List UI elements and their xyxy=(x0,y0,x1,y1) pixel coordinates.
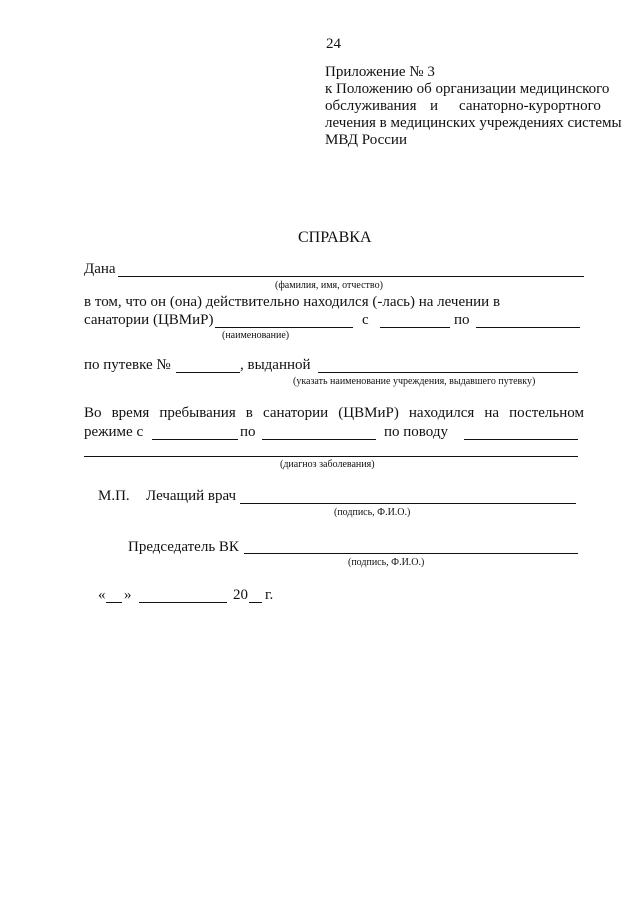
voucher-label: по путевке № xyxy=(84,357,171,373)
document-title: СПРАВКА xyxy=(298,229,372,246)
reason-field[interactable] xyxy=(464,439,578,440)
sanatorium-name-caption: (наименование) xyxy=(222,330,290,341)
issuer-caption: (указать наименование учреждения, выдавшего путевку) xyxy=(293,376,536,387)
diagnosis-caption: (диагноз заболевания) xyxy=(280,459,375,470)
doctor-signature-field[interactable] xyxy=(240,503,576,504)
date-close-quote: » xyxy=(124,587,132,603)
regime-to-field[interactable] xyxy=(262,439,376,440)
appendix-line-4: МВД России xyxy=(325,132,407,148)
reason-label: по поводу xyxy=(384,424,448,440)
full-name-field[interactable] xyxy=(118,276,584,277)
regime-label: режиме с xyxy=(84,424,144,440)
date-day-field[interactable] xyxy=(106,602,122,603)
given-label: Дана xyxy=(84,261,116,277)
chairman-signature-field[interactable] xyxy=(244,553,578,554)
bed-rest-line-1: Во время пребывания в санатории (ЦВМиР) находился на постельном xyxy=(84,405,584,421)
page-number: 24 xyxy=(326,36,341,52)
sanatorium-label: санатории (ЦВМиР) xyxy=(84,312,214,328)
stay-from-date-field[interactable] xyxy=(380,327,450,328)
appendix-line-2b: и xyxy=(430,98,439,114)
regime-to-label: по xyxy=(240,424,256,440)
date-year-field[interactable] xyxy=(249,602,262,603)
appendix-line-2a: обслуживания xyxy=(325,98,417,114)
doctor-signature-caption: (подпись, Ф.И.О.) xyxy=(334,507,411,518)
chairman-label: Председатель ВК xyxy=(128,539,239,555)
full-name-caption: (фамилия, имя, отчество) xyxy=(275,280,383,291)
appendix-line-1: к Положению об организации медицинского xyxy=(325,81,610,97)
appendix-title: Приложение № 3 xyxy=(325,64,435,80)
stamp-label: М.П. xyxy=(98,488,130,504)
sanatorium-name-field[interactable] xyxy=(215,327,353,328)
diagnosis-field[interactable] xyxy=(84,456,578,457)
issuer-field[interactable] xyxy=(318,372,578,373)
appendix-line-2c: санаторно-курортного xyxy=(459,98,601,114)
from-label: с xyxy=(362,312,369,328)
to-label: по xyxy=(454,312,470,328)
regime-from-field[interactable] xyxy=(152,439,238,440)
year-suffix: г. xyxy=(265,587,274,603)
date-month-field[interactable] xyxy=(139,602,227,603)
chairman-signature-caption: (подпись, Ф.И.О.) xyxy=(348,557,425,568)
year-prefix: 20 xyxy=(233,587,248,603)
voucher-number-field[interactable] xyxy=(176,372,240,373)
doctor-label: Лечащий врач xyxy=(146,488,237,504)
date-open-quote: « xyxy=(98,587,106,603)
issued-label: , выданной xyxy=(240,357,311,373)
stay-to-date-field[interactable] xyxy=(476,327,580,328)
stay-line-1: в том, что он (она) действительно находился (-лась) на лечении в xyxy=(84,294,501,310)
appendix-line-3: лечения в медицинских учреждениях системы xyxy=(325,115,622,131)
